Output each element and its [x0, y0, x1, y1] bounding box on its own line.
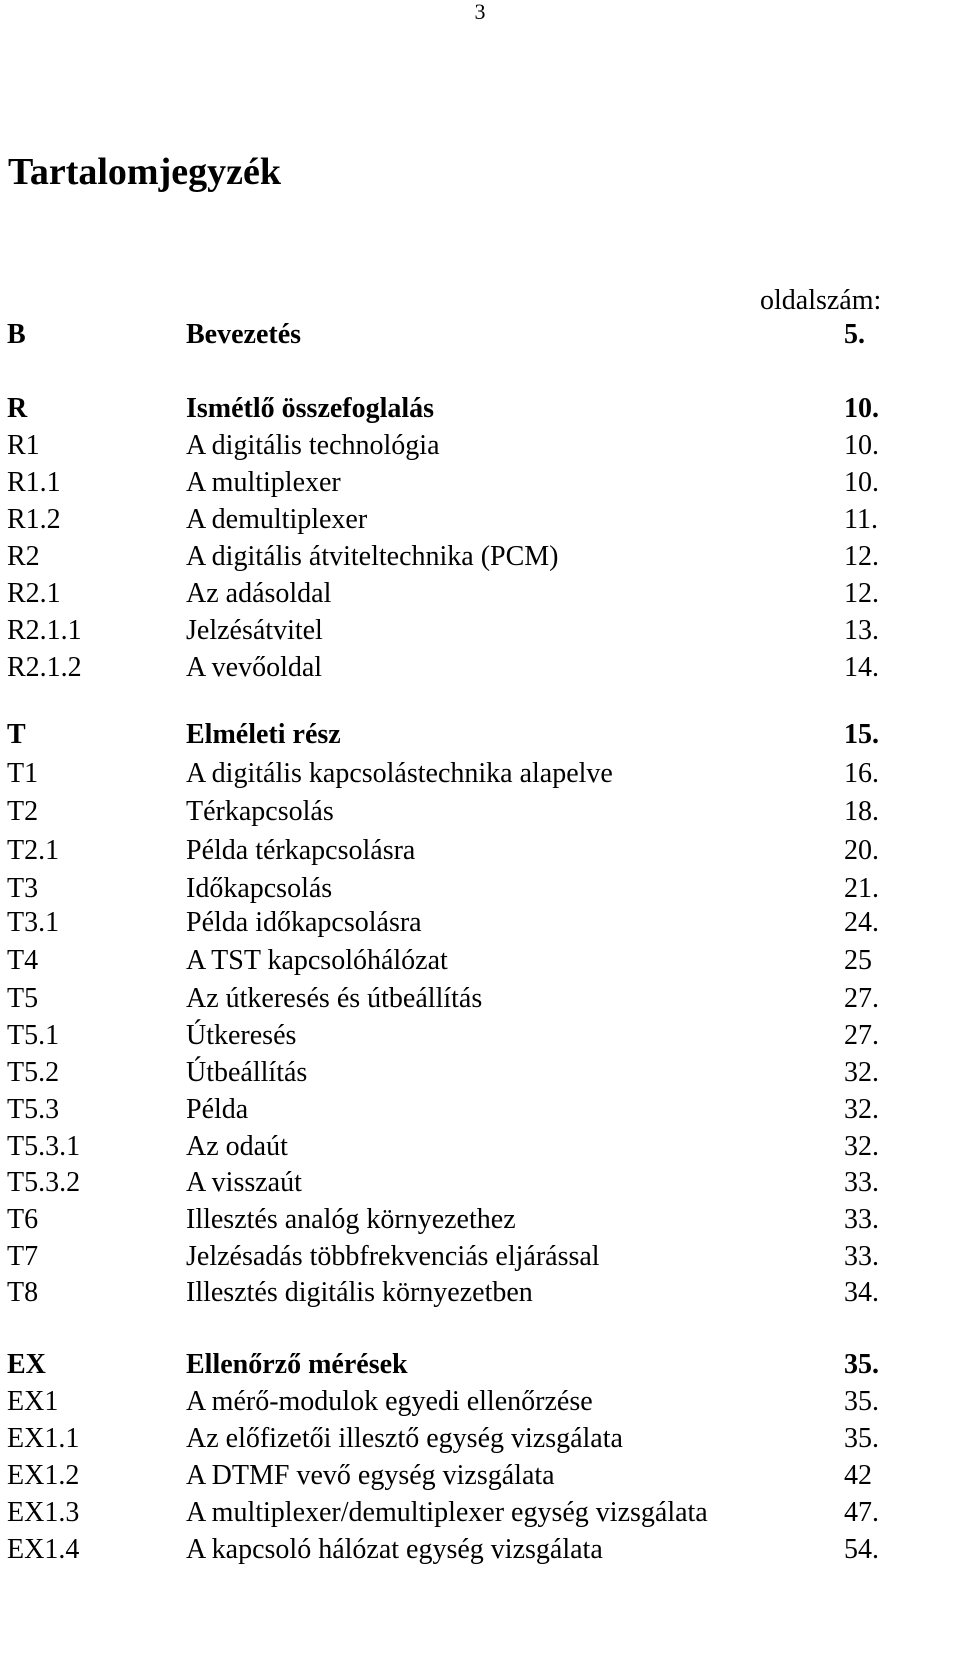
toc-entry-title: Példa térkapcsolásra: [186, 835, 416, 866]
toc-entry-title: A multiplexer/demultiplexer egység vizsgálata: [186, 1497, 708, 1528]
toc-entry-code: R2.1.2: [7, 652, 82, 683]
toc-entry: [0, 1130, 960, 1164]
toc-entry-title: A digitális kapcsolástechnika alapelve: [186, 758, 613, 789]
toc-entry-page: 32.: [844, 1057, 879, 1088]
toc-entry-page: 27.: [844, 1020, 879, 1051]
toc-entry-code: R2.1: [7, 578, 61, 609]
toc-entry-code: T: [7, 719, 26, 750]
toc-entry-page: 5.: [844, 319, 865, 350]
toc-entry-code: T5.3: [7, 1094, 60, 1125]
toc-entry: [0, 1019, 960, 1053]
toc-entry-title: A digitális átviteltechnika (PCM): [186, 541, 559, 572]
toc-entry-page: 54.: [844, 1534, 879, 1565]
toc-entry-title: Illesztés digitális környezetben: [186, 1277, 533, 1308]
toc-entry-title: A multiplexer: [186, 467, 341, 498]
toc-entry-code: EX1.1: [7, 1423, 80, 1454]
toc-entry: [0, 872, 960, 906]
toc-entry-code: T5.3.2: [7, 1167, 81, 1198]
toc-entry-title: Illesztés analóg környezethez: [186, 1204, 516, 1235]
toc-entry-title: Időkapcsolás: [186, 873, 333, 904]
toc-entry: [0, 1496, 960, 1530]
document-title: Tartalomjegyzék: [8, 151, 281, 193]
toc-entry: [0, 503, 960, 537]
toc-entry: [0, 1056, 960, 1090]
toc-entry: [0, 834, 960, 868]
toc-entry-code: T3: [7, 873, 39, 904]
toc-entry: [0, 982, 960, 1016]
toc-entry-page: 34.: [844, 1277, 879, 1308]
toc-entry-code: R: [7, 393, 28, 424]
toc-entry: [0, 1203, 960, 1237]
toc-entry-code: T2: [7, 796, 39, 827]
toc-entry-code: EX1.2: [7, 1460, 80, 1491]
page-column-header: oldalszám:: [760, 285, 882, 316]
toc-entry-page: 25: [844, 945, 872, 976]
toc-entry-page: 14.: [844, 652, 879, 683]
toc-entry-code: B: [7, 319, 26, 350]
toc-entry-title: Útkeresés: [186, 1020, 297, 1051]
toc-entry-code: T4: [7, 945, 39, 976]
toc-entry-page: 27.: [844, 983, 879, 1014]
page-number: 3: [474, 0, 486, 24]
toc-entry: [0, 1422, 960, 1456]
toc-entry: [0, 1166, 960, 1200]
toc-entry-title: A vevőoldal: [186, 652, 323, 683]
toc-entry-code: R1.2: [7, 504, 61, 535]
toc-entry: [0, 757, 960, 791]
toc-entry-page: 47.: [844, 1497, 879, 1528]
toc-entry-title: Az útkeresés és útbeállítás: [186, 983, 483, 1014]
toc-entry-page: 21.: [844, 873, 879, 904]
toc-entry-code: R1.1: [7, 467, 61, 498]
toc-entry: [0, 651, 960, 685]
toc-entry: [0, 1093, 960, 1127]
toc-entry-page: 13.: [844, 615, 879, 646]
toc-entry-page: 10.: [844, 467, 879, 498]
toc-entry-page: 12.: [844, 578, 879, 609]
toc-entry: [0, 318, 960, 352]
toc-entry-title: Ellenőrző mérések: [186, 1349, 408, 1380]
toc-entry-title: Az adásoldal: [186, 578, 332, 609]
toc-entry-title: Jelzésátvitel: [186, 615, 323, 646]
toc-entry-page: 18.: [844, 796, 879, 827]
toc-entry-page: 32.: [844, 1094, 879, 1125]
toc-entry-code: T6: [7, 1204, 39, 1235]
toc-entry-code: R1: [7, 430, 40, 461]
toc-entry-title: Ismétlő összefoglalás: [186, 393, 435, 424]
toc-entry-page: 33.: [844, 1241, 879, 1272]
toc-entry-code: T5.3.1: [7, 1131, 81, 1162]
toc-entry: [0, 1276, 960, 1310]
toc-entry-code: R2.1.1: [7, 615, 82, 646]
toc-entry-page: 10.: [844, 393, 879, 424]
toc-entry-page: 15.: [844, 719, 879, 750]
toc-entry-code: EX: [7, 1349, 46, 1380]
toc-entry-title: A DTMF vevő egység vizsgálata: [186, 1460, 555, 1491]
toc-entry-code: T3.1: [7, 907, 60, 938]
toc-entry-title: Jelzésadás többfrekvenciás eljárással: [186, 1241, 600, 1272]
toc-entry: [0, 944, 960, 978]
toc-entry-title: Bevezetés: [186, 319, 302, 350]
toc-entry-page: 24.: [844, 907, 879, 938]
toc-entry-title: Az odaút: [186, 1131, 288, 1162]
toc-entry-title: A kapcsoló hálózat egység vizsgálata: [186, 1534, 603, 1565]
toc-entry-title: A demultiplexer: [186, 504, 368, 535]
toc-entry-code: EX1.4: [7, 1534, 80, 1565]
toc-entry-title: A TST kapcsolóhálózat: [186, 945, 448, 976]
toc-entry-page: 35.: [844, 1349, 879, 1380]
toc-entry-code: T1: [7, 758, 39, 789]
toc-entry-page: 10.: [844, 430, 879, 461]
toc-entry-code: EX1: [7, 1386, 59, 1417]
toc-entry-page: 12.: [844, 541, 879, 572]
toc-entry-code: T8: [7, 1277, 39, 1308]
toc-entry: [0, 1240, 960, 1274]
toc-entry-page: 11.: [844, 504, 878, 535]
toc-entry-page: 16.: [844, 758, 879, 789]
toc-entry: [0, 466, 960, 500]
toc-entry-page: 32.: [844, 1131, 879, 1162]
toc-entry-page: 20.: [844, 835, 879, 866]
toc-entry-code: T7: [7, 1241, 39, 1272]
toc-entry-title: Térkapcsolás: [186, 796, 334, 827]
toc-entry: [0, 392, 960, 426]
toc-entry-code: T5: [7, 983, 39, 1014]
toc-entry-title: Az előfizetői illesztő egység vizsgálata: [186, 1423, 623, 1454]
toc-entry-page: 35.: [844, 1423, 879, 1454]
toc-entry: [0, 429, 960, 463]
toc-entry-page: 35.: [844, 1386, 879, 1417]
toc-entry: [0, 1385, 960, 1419]
toc-entry: [0, 614, 960, 648]
toc-entry-title: Útbeállítás: [186, 1057, 308, 1088]
toc-entry-code: R2: [7, 541, 40, 572]
toc-entry: [0, 540, 960, 574]
toc-entry-title: A digitális technológia: [186, 430, 440, 461]
toc-entry-code: EX1.3: [7, 1497, 80, 1528]
toc-entry: [0, 1348, 960, 1382]
toc-entry-title: A mérő-modulok egyedi ellenőrzése: [186, 1386, 593, 1417]
toc-entry-page: 42: [844, 1460, 872, 1491]
toc-entry-page: 33.: [844, 1204, 879, 1235]
toc-entry: [0, 718, 960, 752]
toc-entry-page: 33.: [844, 1167, 879, 1198]
toc-entry-code: T5.2: [7, 1057, 60, 1088]
toc-entry: [0, 577, 960, 611]
toc-entry-title: Példa időkapcsolásra: [186, 907, 422, 938]
toc-entry-title: A visszaút: [186, 1167, 302, 1198]
toc-entry-code: T5.1: [7, 1020, 60, 1051]
toc-entry: [0, 1533, 960, 1567]
toc-entry-title: Elméleti rész: [186, 719, 341, 750]
toc-entry: [0, 795, 960, 829]
toc-entry: [0, 906, 960, 940]
toc-entry: [0, 1459, 960, 1493]
toc-entry-code: T2.1: [7, 835, 60, 866]
toc-entry-title: Példa: [186, 1094, 249, 1125]
